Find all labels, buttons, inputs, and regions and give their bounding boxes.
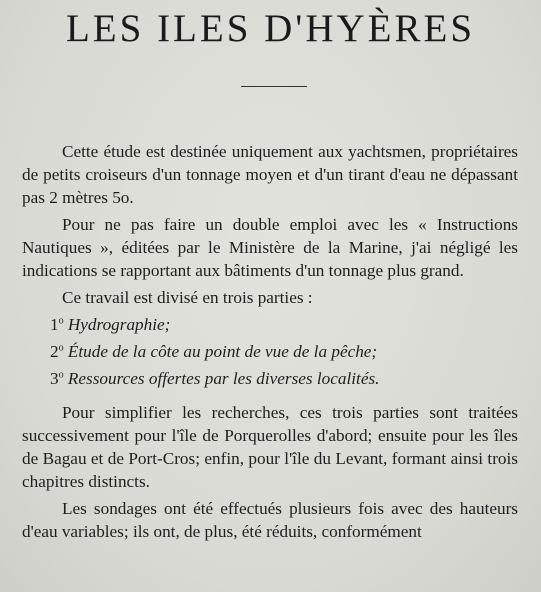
list-number: 1$^o$ — [50, 315, 64, 334]
paragraph-soundings: Les sondages ont été effectués plusieurs fois avec des hauteurs d'eau variables; ils ont, de plus, été réduits, conformément — [22, 499, 518, 541]
paragraph-instructions: Pour ne pas faire un double emploi avec les « Instructions Nautiques », éditées par le Ministère de la Marine, j'ai négligé les indications se rapportant aux bâtiments d'un tonnage plus grand. — [22, 215, 518, 280]
list-item — [22, 340, 518, 363]
text-body — [22, 140, 518, 543]
title-divider — [241, 86, 307, 87]
paragraph-structure: Pour simplifier les recherches, ces trois parties sont traitées successivement pour l'île de Porquerolles d'abord; ensuite pour les îles de Bagau et de Port-Cros; enfin, pour l'île du Levant, formant ainsi trois chapitres distincts. — [22, 403, 518, 491]
paragraph-parts: Ce travail est divisé en trois parties : — [62, 288, 313, 307]
list-item-text: Hydrographie; — [67, 315, 171, 334]
list-item — [22, 313, 518, 336]
parts-list — [22, 313, 518, 390]
paragraph-intro: Cette étude est destinée uniquement aux yachtsmen, propriétaires de petits croiseurs d'un tonnage moyen et d'un tirant d'eau ne dépassant pas 2 mètres 5o. — [22, 142, 518, 207]
list-item — [22, 367, 518, 390]
list-number: 3$^o$ — [50, 369, 64, 388]
list-number: 2$^o$ — [50, 342, 64, 361]
list-item-text: Étude de la côte au point de vue de la pêche; — [67, 342, 378, 361]
page-title: LES ILES D'HYÈRES — [65, 7, 476, 50]
list-item-text: Ressources offertes par les diverses localités. — [67, 369, 380, 388]
